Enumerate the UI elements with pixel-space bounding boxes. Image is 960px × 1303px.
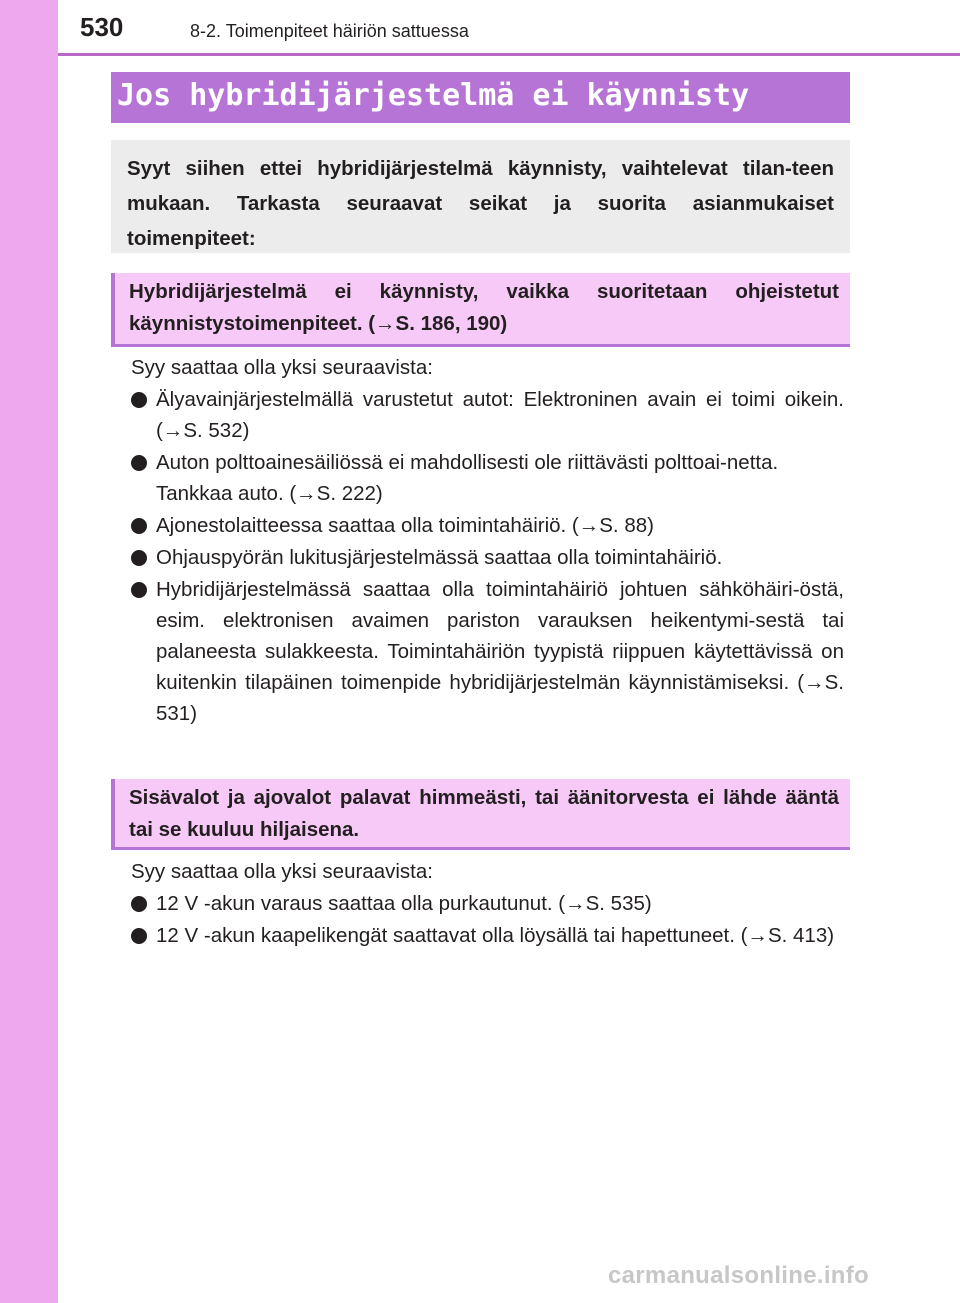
case-body <box>131 353 844 730</box>
page-title: Jos hybridijärjestelmä ei käynnisty <box>117 78 750 113</box>
bullet-icon <box>131 550 147 566</box>
case-heading-box <box>111 779 850 850</box>
bullet-icon <box>131 455 147 471</box>
cause-list <box>131 384 844 729</box>
list-item-text: Ohjauspyörän lukitusjärjestelmässä saattaa olla toimintahäiriö. <box>156 546 723 569</box>
cause-list <box>131 888 844 951</box>
intro-box <box>111 140 850 253</box>
chapter-sidebar <box>0 0 58 1303</box>
bullet-icon <box>131 518 147 534</box>
bullet-icon <box>131 928 147 944</box>
list-item <box>131 510 844 541</box>
list-item-text: Ajonestolaitteessa saattaa olla toimintahäiriö. (→S. 88) <box>156 514 654 537</box>
list-item-text: Hybridijärjestelmässä saattaa olla toimintahäiriö johtuen sähköhäiri-östä, esim. elektronisen avaimen pariston varauksen heikentymi-sestä tai palaneesta sulakkeesta. Toimintahäiriön tyypistä riippuen käytettävissä on kuitenkin tilapäinen toimenpide hybridijärjestelmän käynnistämiseksi. (→S. 531) <box>156 578 844 725</box>
list-item <box>131 542 844 573</box>
list-item-text: Auton polttoainesäiliössä ei mahdollisesti ole riittävästi polttoai-netta. <box>156 451 779 474</box>
bullet-icon <box>131 896 147 912</box>
bullet-icon <box>131 582 147 598</box>
header-divider <box>58 53 960 56</box>
lead-text: Syy saattaa olla yksi seuraavista: <box>131 356 433 379</box>
lead-text: Syy saattaa olla yksi seuraavista: <box>131 860 433 883</box>
case-heading: Sisävalot ja ajovalot palavat himmeästi, tai äänitorvesta ei lähde ääntä tai se kuuluu hiljaisena. <box>129 786 839 841</box>
list-item <box>131 574 844 729</box>
section-label: 8-2. Toimenpiteet häiriön sattuessa <box>190 21 469 41</box>
list-item-extra: Tankkaa auto. (→S. 222) <box>156 482 383 505</box>
list-item-text: 12 V -akun varaus saattaa olla purkautunut. (→S. 535) <box>156 892 652 915</box>
case-heading: Hybridijärjestelmä ei käynnisty, vaikka suoritetaan ohjeistetut käynnistystoimenpiteet. (→S. 186, 190) <box>129 280 839 335</box>
bullet-icon <box>131 392 147 408</box>
list-item <box>131 888 844 919</box>
list-item <box>131 384 844 446</box>
list-item-text: Älyavainjärjestelmällä varustetut autot: Elektroninen avain ei toimi oikein. (→S. 532) <box>156 388 844 442</box>
watermark: carmanualsonline.info <box>608 1262 870 1289</box>
list-item <box>131 447 844 509</box>
case-heading-box <box>111 273 850 347</box>
case-body <box>131 857 844 952</box>
page-number: 530 <box>80 12 124 42</box>
intro-text: Syyt siihen ettei hybridijärjestelmä käynnisty, vaihtelevat tilan-teen mukaan. Tarkasta seuraavat seikat ja suorita asianmukaiset toimenpiteet: <box>127 157 834 250</box>
list-item <box>131 920 844 951</box>
list-item-text: 12 V -akun kaapelikengät saattavat olla löysällä tai hapettuneet. (→S. 413) <box>156 924 835 947</box>
